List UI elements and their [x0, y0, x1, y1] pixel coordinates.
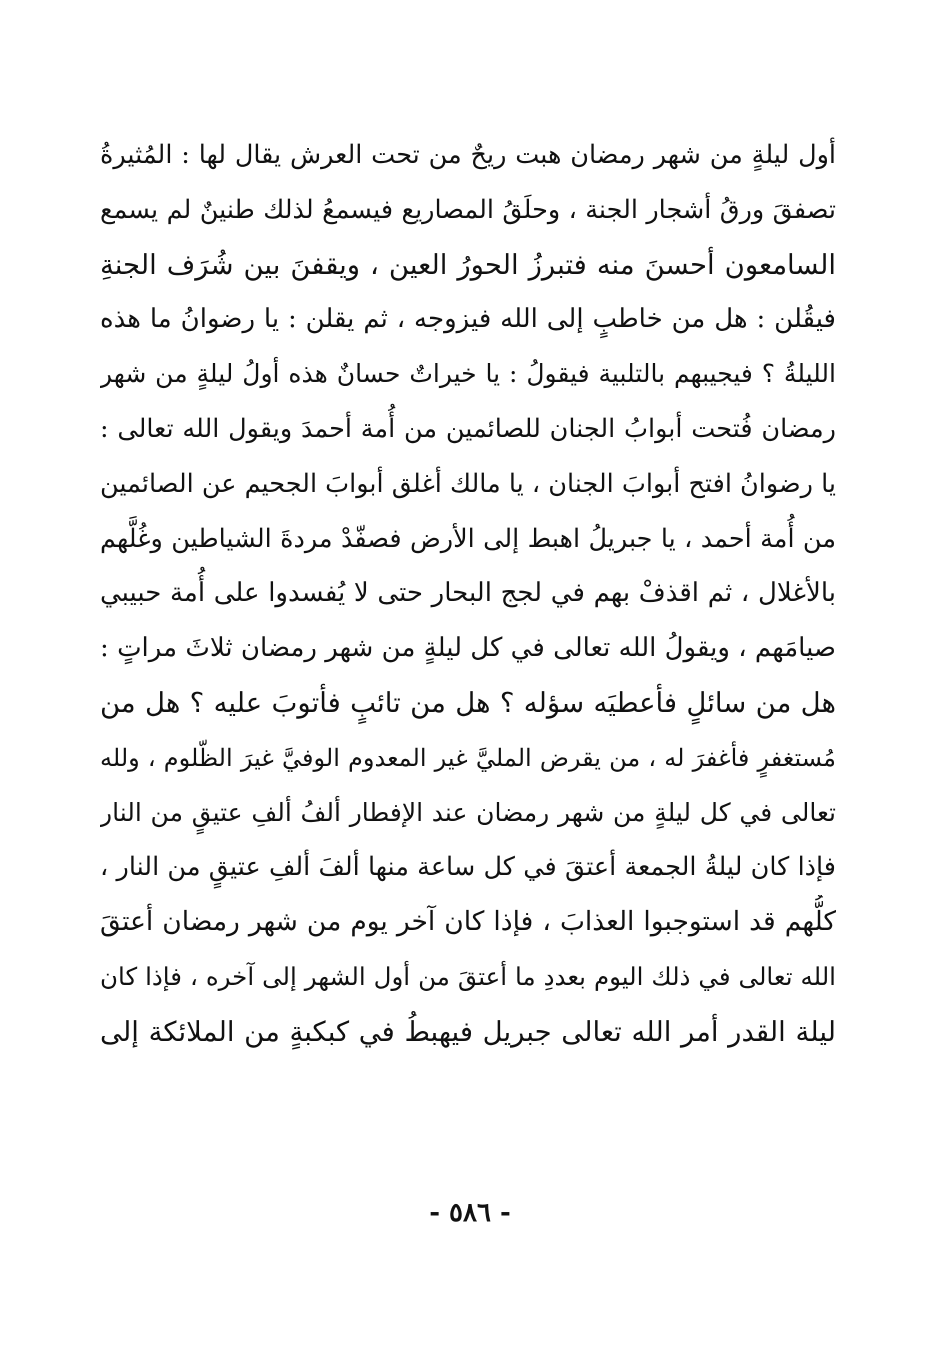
text-line-5: الليلةُ ؟ فيجيبهم بالتلبية فيقولُ : يا خيراتٌ حسانٌ هذه أولُ ليلةٍ من شهر	[100, 359, 836, 389]
text-line-15: كلُّهم قد استوجبوا العذابَ ، فإذا كان آخر يوم من شهر رمضان أعتقَ	[100, 906, 836, 938]
text-line-8: من أُمة أحمد ، يا جبريلُ اهبط إلى الأرض فصفّدْ مردةَ الشياطين وغُلَّهم	[100, 523, 836, 554]
text-line-13: تعالى في كل ليلةٍ من شهر رمضان عند الإفطار ألفُ ألفِ عتيقٍ من النار	[100, 797, 836, 827]
page-number: - ٥٨٦ -	[429, 1198, 511, 1228]
text-line-12: مُستغفرٍ فأغفرَ له ، من يقرض المليَّ غير المعدوم الوفيَّ غيرَ الظّلوم ، ولله	[100, 743, 836, 772]
text-line-9: بالأغلال ، ثم اقذفْ بهم في لجج البحار حتى لا يُفسدوا على أُمة حبيبي	[100, 578, 836, 609]
text-line-16: الله تعالى في ذلك اليوم بعددِ ما أعتقَ من أول الشهر إلى آخره ، فإذا كان	[100, 961, 836, 991]
text-line-17: ليلة القدر أمر الله تعالى جبريل فيهبطُ في كبكبةٍ من الملائكة إلى	[100, 1015, 836, 1048]
text-line-2: تصفقَ ورقُ أشجار الجنة ، وحلَقُ المصاريع فيسمعُ لذلك طنينٌ لم يسمع	[100, 194, 836, 225]
text-line-14: فإذا كان ليلةُ الجمعة أعتقَ في كل ساعة منها ألفَ ألفِ عتيقٍ من النار ،	[100, 852, 836, 883]
text-line-11: هل من سائلٍ فأعطيَه سؤله ؟ هل من تائبٍ فأتوبَ عليه ؟ هل من	[100, 686, 836, 719]
text-line-3: السامعون أحسنَ منه فتبرزُ الحورُ العين ، ويقفنَ بين شُرَف الجنةِ	[100, 248, 836, 281]
text-line-1: أول ليلةٍ من شهر رمضان هبت ريحٌ من تحت العرش يقال لها : المُثيرةُ	[100, 140, 836, 170]
text-line-4: فيقُلن : هل من خاطبٍ إلى الله فيزوجه ، ثم يقلن : يا رضوانُ ما هذه	[100, 304, 836, 335]
body-text	[100, 128, 836, 1060]
text-line-7: يا رضوانُ افتح أبوابَ الجنان ، يا مالك أغلق أبوابَ الجحيم عن الصائمين	[100, 468, 836, 499]
text-line-6: رمضان فُتحت أبوابُ الجنان للصائمين من أُمة أحمدَ ويقول الله تعالى :	[100, 413, 836, 444]
text-line-10: صيامَهم ، ويقولُ الله تعالى في كل ليلةٍ من شهر رمضان ثلاثَ مراتٍ :	[100, 633, 836, 664]
